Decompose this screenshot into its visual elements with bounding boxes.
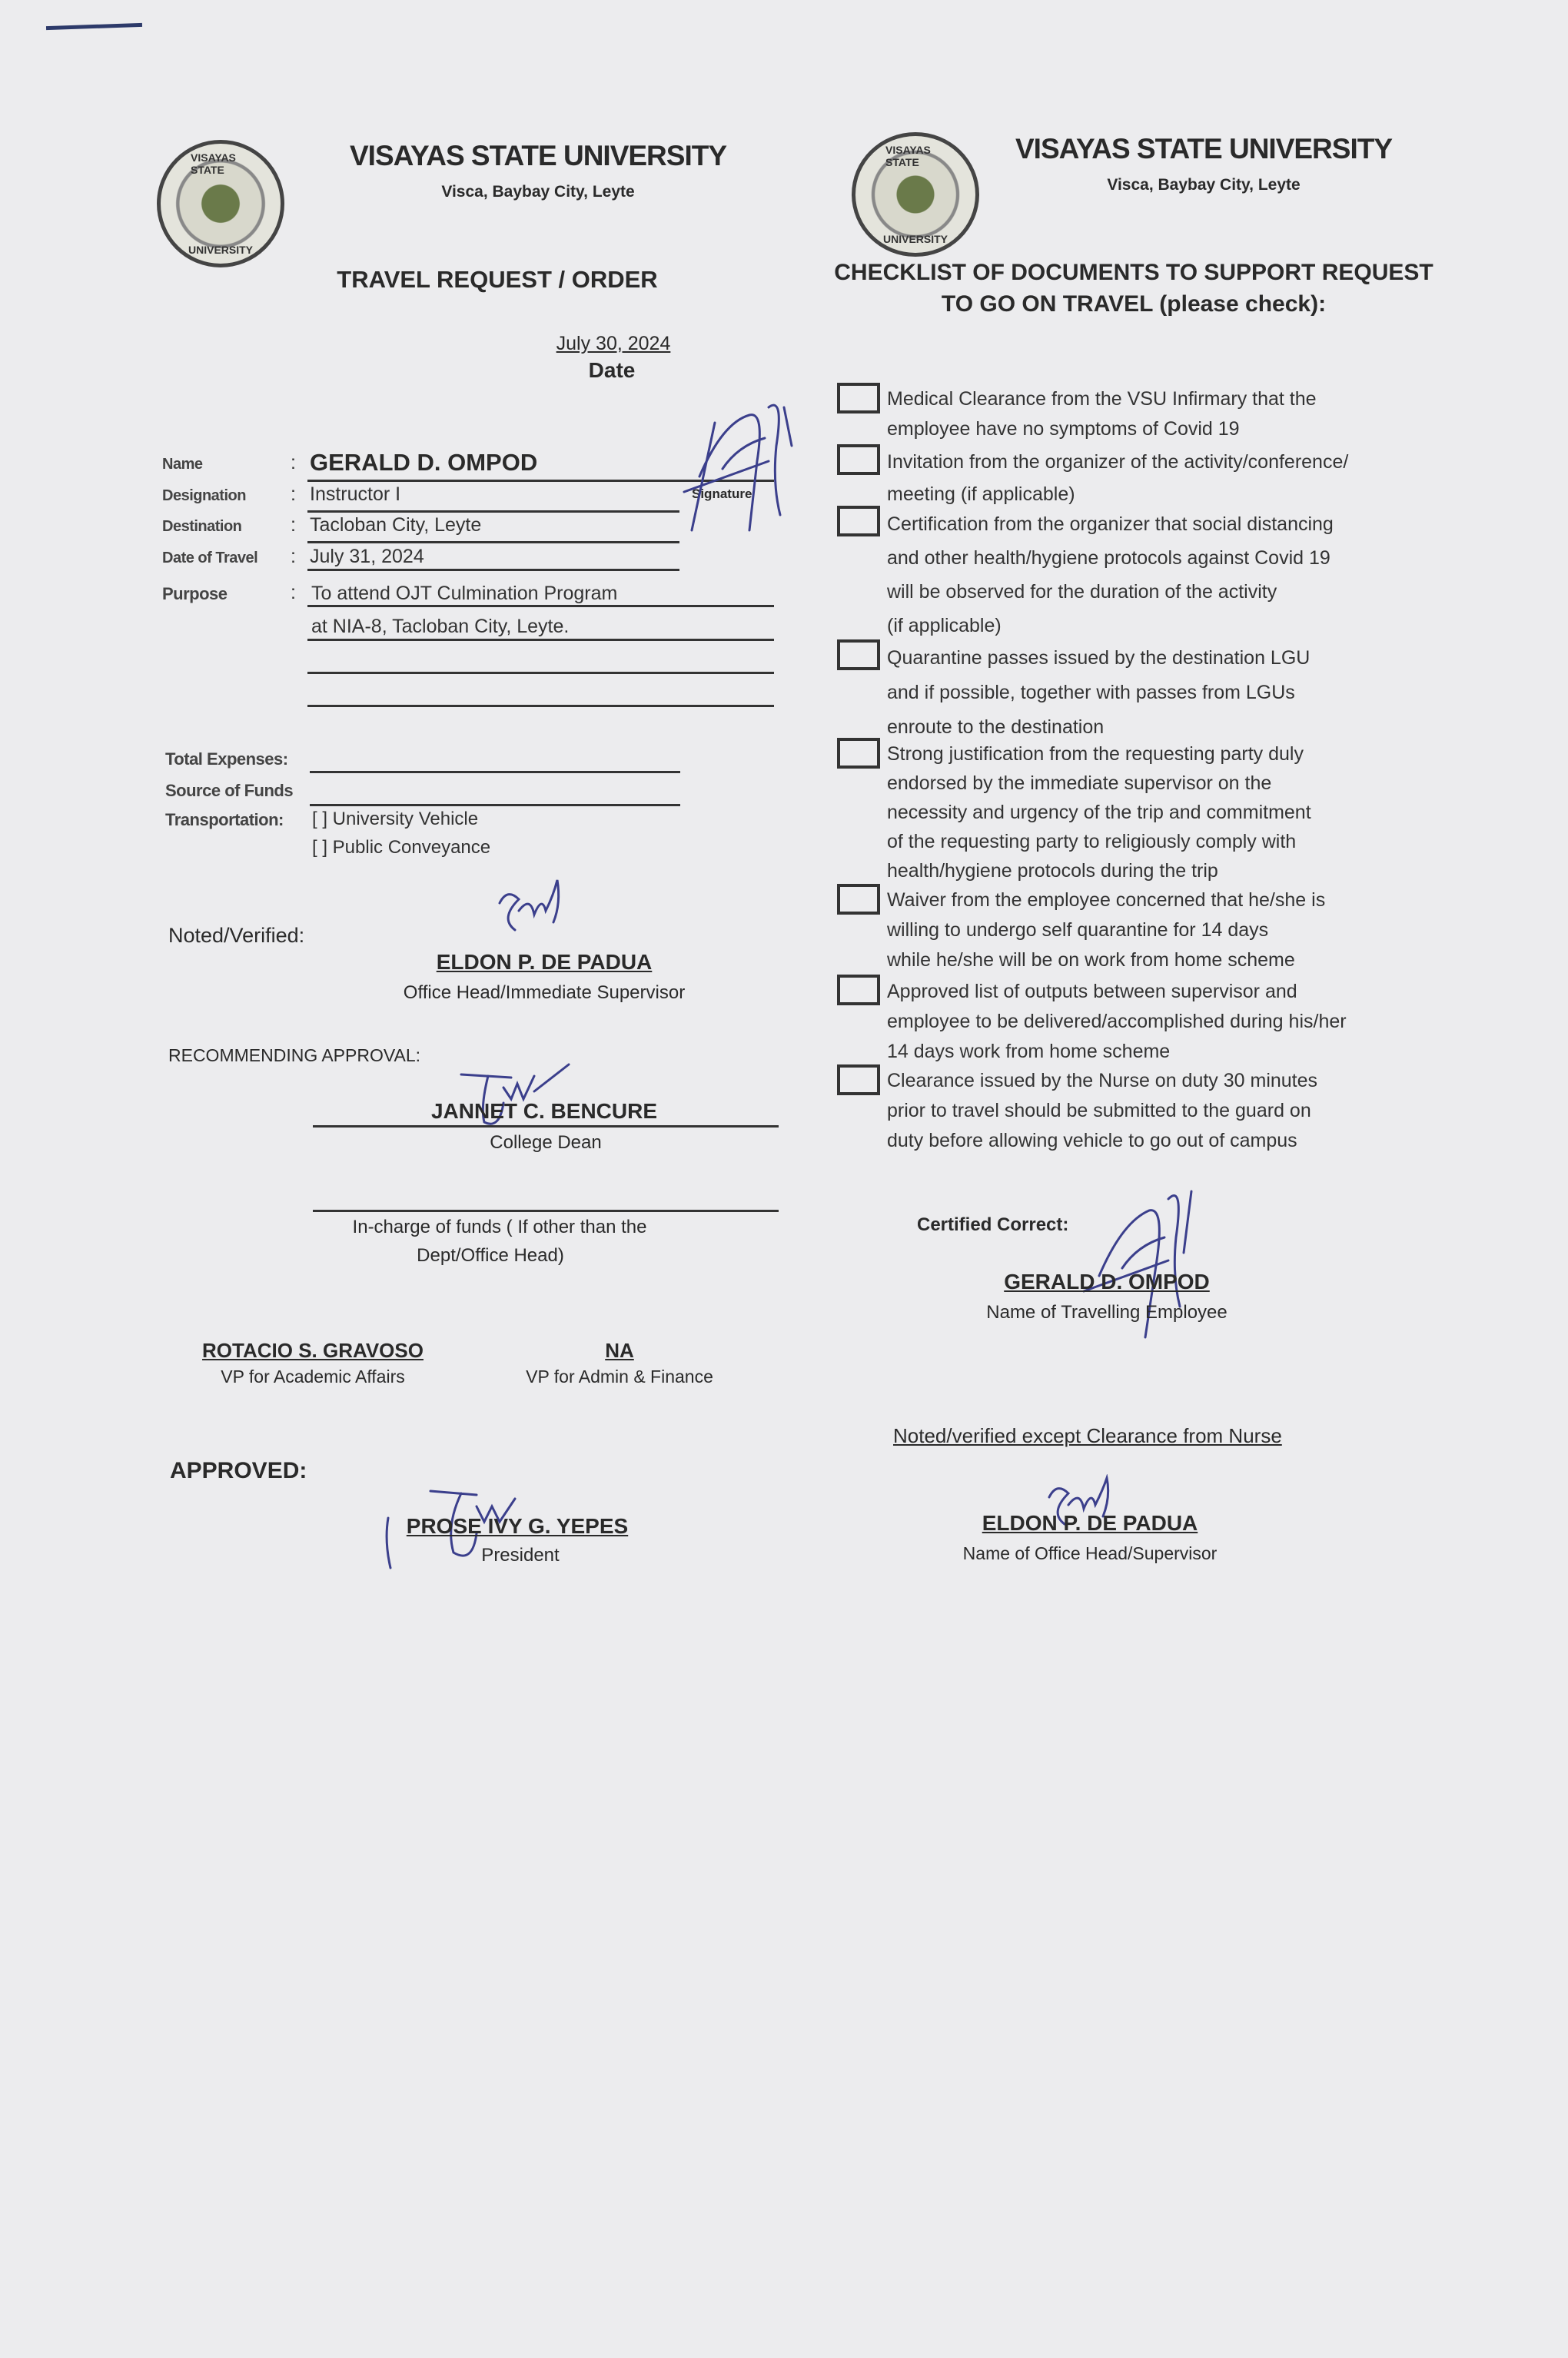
- funds-label-line2: Dept/Office Head): [417, 1245, 564, 1266]
- university-seal-left: [157, 140, 284, 267]
- purpose-line1: To attend OJT Culmination Program: [311, 583, 618, 604]
- checklist-checkbox-6[interactable]: [837, 884, 880, 915]
- checklist-title-line2: TO GO ON TRAVEL (please check):: [941, 291, 1327, 317]
- checklist-checkbox-4[interactable]: [837, 639, 880, 670]
- transportation-label: Transportation:: [165, 810, 284, 829]
- seal-text-top: VISAYAS STATE: [885, 144, 931, 168]
- certified-correct-label: Certified Correct:: [917, 1214, 1069, 1235]
- purpose-underline-4: [307, 705, 774, 707]
- checklist-item-1: Medical Clearance from the VSU Infirmary that the employee have no symptoms of Covid 19: [887, 388, 1317, 440]
- purpose-underline-3: [307, 672, 774, 674]
- noted-except-nurse-note: Noted/verified except Clearance from Nurse: [893, 1424, 1282, 1447]
- checklist-checkbox-2[interactable]: [837, 444, 880, 475]
- funds-signature-line: [313, 1210, 779, 1212]
- destination-underline: [307, 541, 679, 543]
- dean-name: JANNET C. BENCURE: [430, 1099, 658, 1123]
- dean-signature-line: [313, 1125, 779, 1128]
- colon: :: [291, 582, 296, 603]
- request-date: July 30, 2024: [556, 333, 671, 354]
- colon: :: [291, 514, 296, 536]
- university-seal-right: [852, 132, 979, 257]
- checklist-checkbox-8[interactable]: [837, 1064, 880, 1095]
- checklist-item-6: Waiver from the employee concerned that he/she is willing to undergo self quarantine for 14 days while he/she will be on work from home scheme: [887, 889, 1326, 971]
- university-name-left: VISAYAS STATE UNIVERSITY: [349, 140, 727, 171]
- checklist-item-8: Clearance issued by the Nurse on duty 30 minutes prior to travel should be submitted to the guard on duty before allowing vehicle to go out of campus: [887, 1070, 1318, 1151]
- dean-title: College Dean: [490, 1132, 602, 1153]
- noted-verified-label: Noted/Verified:: [168, 924, 305, 947]
- colon: :: [291, 452, 296, 473]
- president-name: PROSE IVY G. YEPES: [406, 1514, 629, 1538]
- name-value: GERALD D. OMPOD: [310, 449, 538, 476]
- form-title: TRAVEL REQUEST / ORDER: [337, 266, 658, 293]
- purpose-label: Purpose: [162, 584, 228, 603]
- vpaf-title: VP for Admin & Finance: [526, 1367, 713, 1387]
- president-title: President: [481, 1545, 560, 1566]
- purpose-underline-1: [307, 605, 774, 607]
- date-of-travel-label: Date of Travel: [162, 550, 258, 566]
- source-of-funds-label: Source of Funds: [165, 781, 294, 800]
- purpose-underline-2: [307, 639, 774, 641]
- checklist-item-7: Approved list of outputs between supervisor and employee to be delivered/accomplished during his/her 14 days work from home scheme: [887, 981, 1347, 1062]
- seal-text-top: VISAYAS STATE: [191, 151, 236, 176]
- date-of-travel-value: July 31, 2024: [310, 546, 424, 567]
- designation-value: Instructor I: [310, 483, 401, 505]
- supervisor-title: Name of Office Head/Supervisor: [962, 1543, 1218, 1563]
- checklist-checkbox-5[interactable]: [837, 738, 880, 769]
- university-address-right: Visca, Baybay City, Leyte: [1107, 176, 1301, 194]
- approved-label: APPROVED:: [170, 1458, 307, 1483]
- total-expenses-label: Total Expenses:: [165, 749, 288, 769]
- seal-text-bottom: UNIVERSITY: [882, 233, 948, 245]
- destination-value: Tacloban City, Leyte: [310, 514, 482, 536]
- checklist-item-5: Strong justification from the requesting party duly endorsed by the immediate supervisor on the necessity and urgency of the trip and commitment of the requesting party to religiously comply with health/hygiene protocols during the trip: [887, 743, 1311, 882]
- stray-mark: [46, 23, 142, 30]
- funds-label-line1: In-charge of funds ( If other than the: [352, 1217, 647, 1237]
- signature-label: Signature: [692, 487, 752, 501]
- university-address-left: Visca, Baybay City, Leyte: [441, 183, 635, 201]
- vpaa-name: ROTACIO S. GRAVOSO: [202, 1339, 424, 1362]
- destination-label: Destination: [162, 518, 242, 535]
- date-label: Date: [588, 358, 636, 382]
- noted-title: Office Head/Immediate Supervisor: [403, 982, 686, 1003]
- checklist-checkbox-7[interactable]: [837, 975, 880, 1005]
- checklist-item-3: Certification from the organizer that social distancing and other health/hygiene protocols against Covid 19 will be observed for the duration of the activity (if applicable): [887, 513, 1334, 636]
- noted-signature: [484, 872, 576, 949]
- purpose-line2: at NIA-8, Tacloban City, Leyte.: [311, 616, 570, 637]
- total-expenses-underline: [310, 771, 680, 773]
- designation-label: Designation: [162, 487, 246, 504]
- employee-signature: [676, 392, 799, 546]
- vpaa-title: VP for Academic Affairs: [221, 1367, 405, 1387]
- checklist-checkbox-1[interactable]: [837, 383, 880, 413]
- checklist-item-2: Invitation from the organizer of the activity/conference/ meeting (if applicable): [887, 451, 1349, 505]
- checklist-title-line1: CHECKLIST OF DOCUMENTS TO SUPPORT REQUEST: [834, 260, 1433, 285]
- transport-option-university-vehicle[interactable]: [ ] University Vehicle: [312, 809, 479, 829]
- supervisor-name: ELDON P. DE PADUA: [982, 1511, 1198, 1535]
- employee-name: GERALD D. OMPOD: [1004, 1270, 1210, 1294]
- name-label: Name: [162, 456, 203, 473]
- university-name-right: VISAYAS STATE UNIVERSITY: [1015, 133, 1393, 164]
- noted-name: ELDON P. DE PADUA: [436, 950, 653, 974]
- transport-option-public-conveyance[interactable]: [ ] Public Conveyance: [312, 837, 491, 858]
- checklist-checkbox-3[interactable]: [837, 506, 880, 536]
- employee-title: Name of Travelling Employee: [986, 1302, 1227, 1323]
- seal-text-bottom: UNIVERSITY: [188, 244, 254, 256]
- designation-underline: [307, 510, 679, 513]
- date-of-travel-underline: [307, 569, 679, 571]
- colon: :: [291, 483, 296, 505]
- vpaf-name: NA: [605, 1339, 634, 1362]
- recommending-approval-label: RECOMMENDING APPROVAL:: [168, 1045, 421, 1065]
- source-of-funds-underline: [310, 804, 680, 806]
- checklist-item-4: Quarantine passes issued by the destination LGU and if possible, together with passes from LGUs enroute to the destination: [887, 647, 1311, 738]
- colon: :: [291, 546, 296, 567]
